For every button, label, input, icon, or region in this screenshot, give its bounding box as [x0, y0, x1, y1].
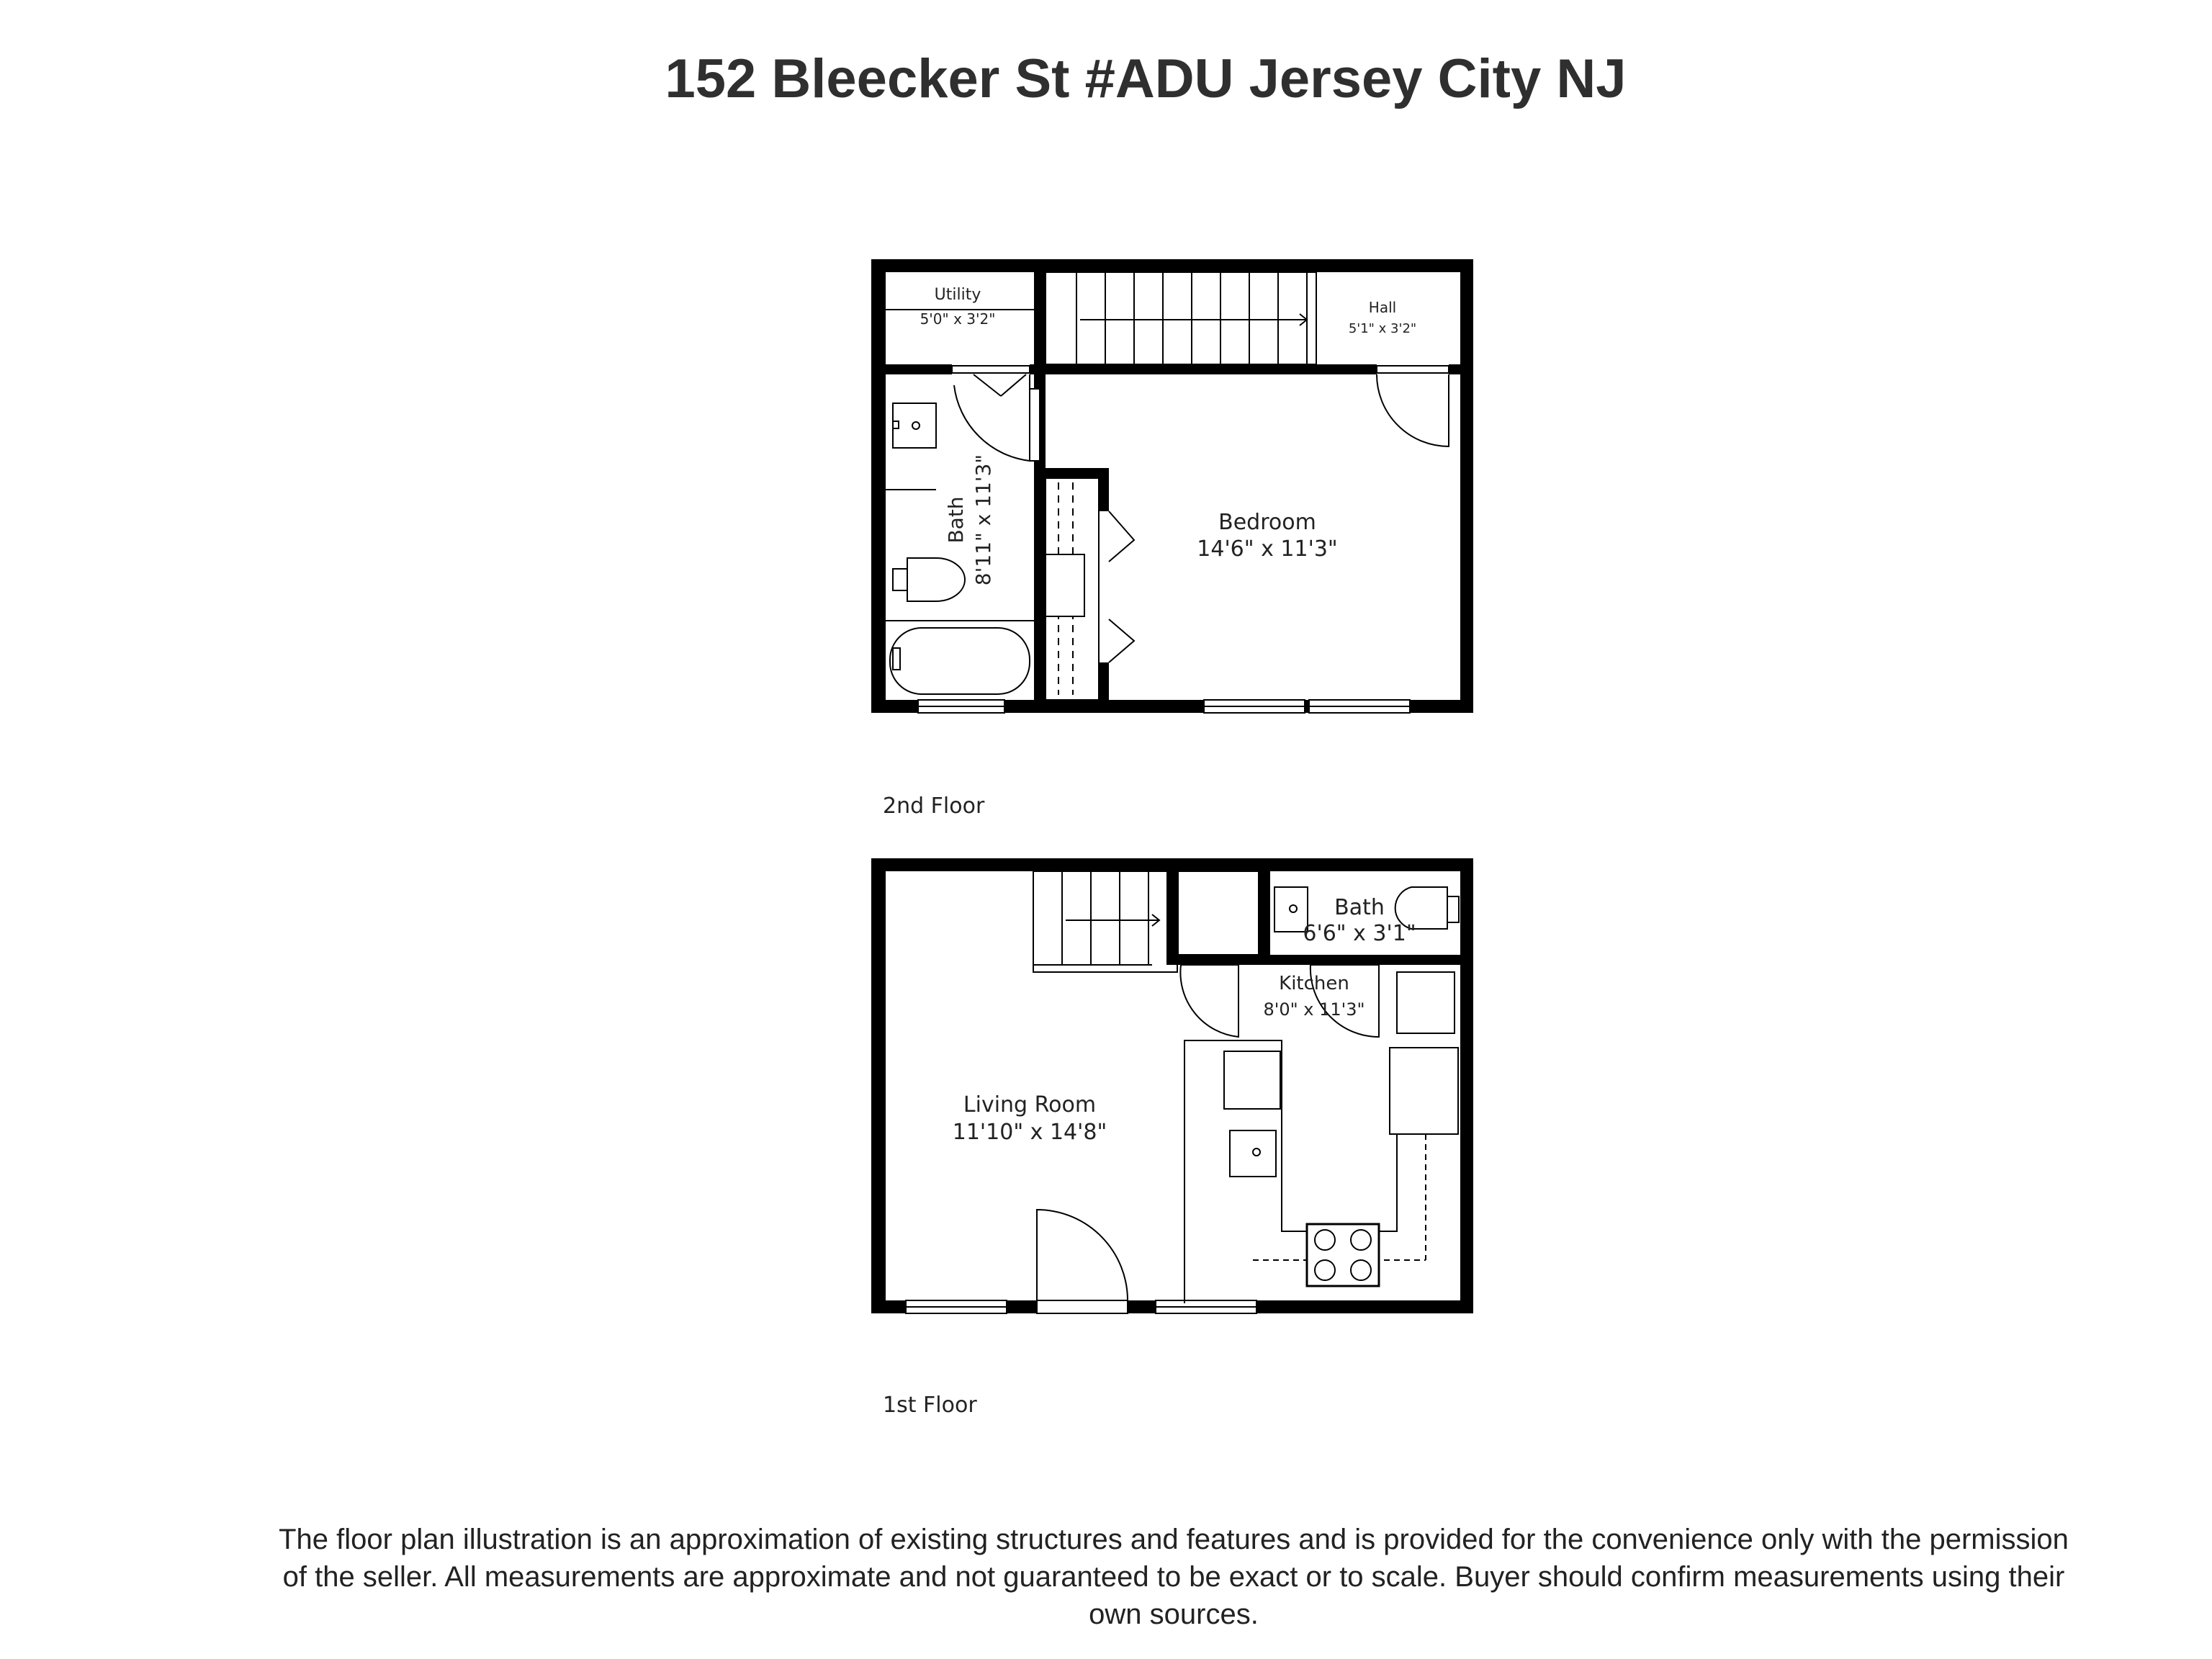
floor-label-1st: 1st Floor: [883, 1393, 977, 1418]
wall: [1270, 955, 1460, 965]
second-floor-plan: [871, 259, 1473, 713]
wall: [1178, 955, 1259, 965]
floor-label-2nd: 2nd Floor: [883, 793, 985, 819]
first-floor-plan: [871, 858, 1473, 1313]
wall: [1166, 871, 1178, 965]
wall: [1099, 468, 1109, 511]
room-living-name: Living Room: [963, 1092, 1097, 1118]
wall: [1030, 364, 1377, 374]
room-bath-lower-name: Bath: [1334, 895, 1385, 920]
wall: [1099, 662, 1109, 700]
disclaimer: The floor plan illustration is an approximation of existing structures and features and is provided for the convenience only with the permission of the seller. All measurements are approximate and not guaranteed to be exact or to scale. Buyer should confirm measurements using their own sources.: [279, 1524, 2069, 1630]
wall: [871, 858, 1473, 871]
room-bedroom-name: Bedroom: [1218, 510, 1316, 535]
room-bath-upper-name: Bath: [944, 496, 968, 544]
room-hall-name: Hall: [1368, 299, 1397, 316]
wall: [871, 858, 886, 1313]
front-door-opening: [1037, 1300, 1128, 1313]
wall: [871, 259, 1473, 272]
room-living-dims: 11'10" x 14'8": [952, 1120, 1107, 1145]
room-utility-dims: 5'0" x 3'2": [920, 310, 996, 328]
room-bath-upper-dims: 8'11" x 11'3": [971, 454, 995, 586]
wall: [886, 364, 952, 374]
room-utility-name: Utility: [934, 286, 981, 304]
room-bedroom-dims: 14'6" x 11'3": [1197, 536, 1338, 562]
wall: [871, 259, 886, 713]
wall: [1034, 272, 1046, 374]
wall: [1460, 858, 1473, 1313]
wall: [1460, 259, 1473, 713]
room-kitchen-name: Kitchen: [1279, 973, 1349, 994]
wall: [1034, 468, 1046, 700]
room-kitchen-dims: 8'0" x 11'3": [1263, 999, 1365, 1020]
wall: [1259, 871, 1270, 965]
room-bath-lower-dims: 6'6" x 3'1": [1303, 921, 1416, 946]
room-hall-dims: 5'1" x 3'2": [1348, 321, 1417, 336]
page-title: 152 Bleecker St #ADU Jersey City NJ: [665, 48, 1627, 109]
wall: [1449, 364, 1460, 374]
